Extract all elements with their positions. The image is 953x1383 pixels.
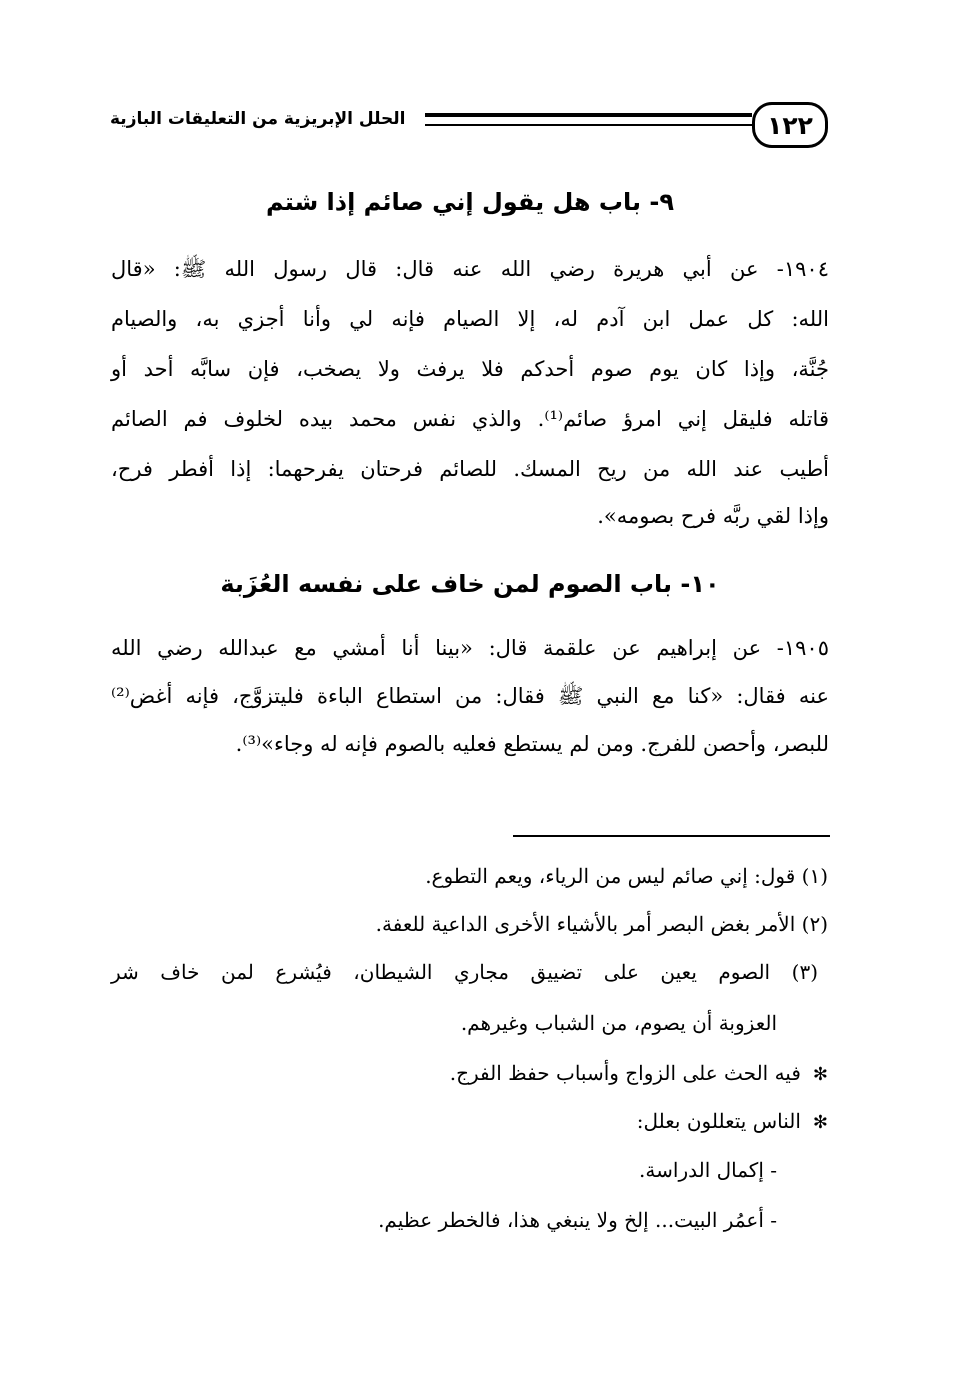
chapter-9-line-4: قاتله فليقل إني امرؤ صائم⁽¹⁾. والذي نفس محمد بيده لخلوف فم الصائم xyxy=(111,407,829,431)
chapter-9-line-1: ١٩٠٤- عن أبي هريرة رضي الله عنه قال: قال رسول الله ﷺ: «قال xyxy=(111,257,829,281)
chapter-9-line-6: وإذا لقي ربَّه فرح بصومه». xyxy=(597,504,829,528)
chapter-9-heading: ٩- باب هل يقول إني صائم إذا شتم xyxy=(265,188,674,216)
footnote-3-line-1: (٣) الصوم يعين على تضييق مجاري الشيطان، فيُشرع لمن خاف شر xyxy=(111,960,818,984)
chapter-9-line-3: جُنَّة، وإذا كان يوم صوم أحدكم فلا يرفث ولا يصخب، فإن سابَّه أحد أو xyxy=(111,357,829,381)
footnote-separator xyxy=(513,835,830,837)
dash-item-2: - أعمُر البيت... إلخ ولا ينبغي هذا، فالخطر عظيم. xyxy=(378,1208,777,1232)
footnote-3-line-2: العزوبة أن يصوم، من الشباب وغيرهم. xyxy=(460,1011,777,1035)
dash-item-1: - إكمال الدراسة. xyxy=(639,1158,777,1182)
page-number: ١٢٢ xyxy=(752,102,828,148)
asterisk-icon: ✻ xyxy=(812,1112,828,1133)
chapter-9-line-5: أطيب عند الله من ريح المسك. للصائم فرحتان يفرحهما: إذا أفطر فرح، xyxy=(111,457,829,481)
chapter-10-heading: ١٠- باب الصوم لمن خاف على نفسه العُزَبة xyxy=(220,570,720,598)
chapter-10-line-2: عنه فقال: «كنا مع النبي ﷺ فقال: من استطاع الباءة فليتزوَّج، فإنه أغض⁽²⁾ xyxy=(111,684,829,708)
book-title: الحلل الإبريزية من التعليقات البازية xyxy=(110,109,406,129)
chapter-9-line-2: الله: كل عمل ابن آدم له، إلا الصيام فإنه لي وأنا أجزي به، والصيام xyxy=(111,307,829,331)
note-item-2-text: الناس يتعللون بعلل: xyxy=(636,1109,801,1133)
note-item-1 xyxy=(450,1058,828,1088)
chapter-10-line-3: للبصر، وأحصن للفرج. ومن لم يستطع فعليه بالصوم فإنه له وجاء»⁽³⁾. xyxy=(235,732,829,756)
footnote-2: (٢) الأمر بغض البصر أمر بالأشياء الأخرى الداعية للعفة. xyxy=(375,912,828,936)
header-double-rule xyxy=(425,113,752,126)
asterisk-icon: ✻ xyxy=(812,1064,828,1085)
note-item-1-text: فيه الحث على الزواج وأسباب حفظ الفرج. xyxy=(449,1061,801,1085)
running-header xyxy=(110,96,830,158)
note-item-2 xyxy=(637,1106,828,1136)
footnote-1: (١) قول: إني صائم ليس من الرياء، ويعم التطوع. xyxy=(425,864,828,888)
chapter-10-line-1: ١٩٠٥- عن إبراهيم عن علقمة قال: «بينا أنا أمشي مع عبدالله رضي الله xyxy=(111,636,829,660)
